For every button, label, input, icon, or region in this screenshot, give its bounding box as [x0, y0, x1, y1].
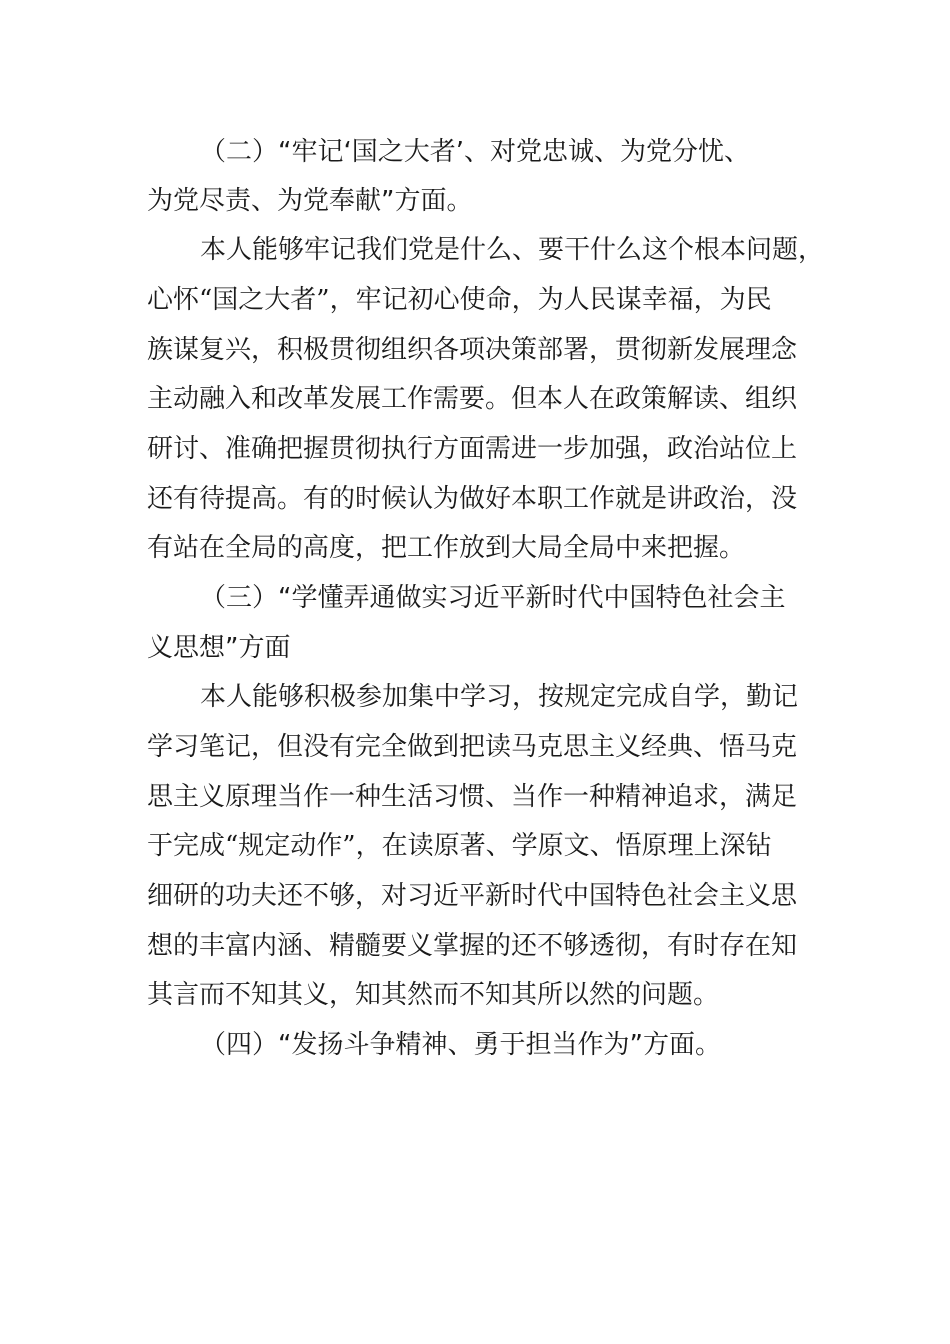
section-2-paragraph-line-7: 有站在全局的高度，把工作放到大局全局中来把握。 [147, 533, 746, 563]
section-4-heading-line-1: （四）“发扬斗争精神、勇于担当作为”方面。 [200, 1030, 721, 1060]
section-2-paragraph-line-4: 主动融入和改革发展工作需要。但本人在政策解读、组织 [147, 384, 798, 414]
section-3-paragraph-line-1: 本人能够积极参加集中学习，按规定完成自学，勤记 [200, 682, 799, 712]
section-3-heading-line-2: 义思想”方面 [147, 633, 291, 663]
section-2-paragraph-line-3: 族谋复兴，积极贯彻组织各项决策部署，贯彻新发展理念 [147, 335, 798, 365]
section-2-paragraph-line-5: 研讨、准确把握贯彻执行方面需进一步加强，政治站位上 [147, 434, 798, 464]
section-3-paragraph-line-4: 于完成“规定动作”，在读原著、学原文、悟原理上深钻 [147, 831, 772, 861]
section-3-paragraph-line-7: 其言而不知其义，知其然而不知其所以然的问题。 [147, 980, 720, 1010]
section-2-paragraph-line-2: 心怀“国之大者”，牢记初心使命，为人民谋幸福，为民 [147, 285, 772, 315]
section-3-heading-line-1: （三）“学懂弄通做实习近平新时代中国特色社会主 [200, 583, 786, 613]
section-2-paragraph-line-6: 还有待提高。有的时候认为做好本职工作就是讲政治，没 [147, 484, 798, 514]
section-2-heading-line-2: 为党尽责、为党奉献”方面。 [147, 186, 473, 216]
section-3-paragraph-line-6: 想的丰富内涵、精髓要义掌握的还不够透彻，有时存在知 [147, 931, 798, 961]
section-2-heading-line-1: （二）“牢记‘国之大者’、对党忠诚、为党分忧、 [200, 137, 750, 167]
section-3-paragraph-line-2: 学习笔记，但没有完全做到把读马克思主义经典、悟马克 [147, 732, 798, 762]
section-3-paragraph-line-5: 细研的功夫还不够，对习近平新时代中国特色社会主义思 [147, 881, 798, 911]
section-3-paragraph-line-3: 思主义原理当作一种生活习惯、当作一种精神追求，满足 [147, 782, 798, 812]
section-2-paragraph-line-1: 本人能够牢记我们党是什么、要干什么这个根本问题， [200, 235, 825, 265]
